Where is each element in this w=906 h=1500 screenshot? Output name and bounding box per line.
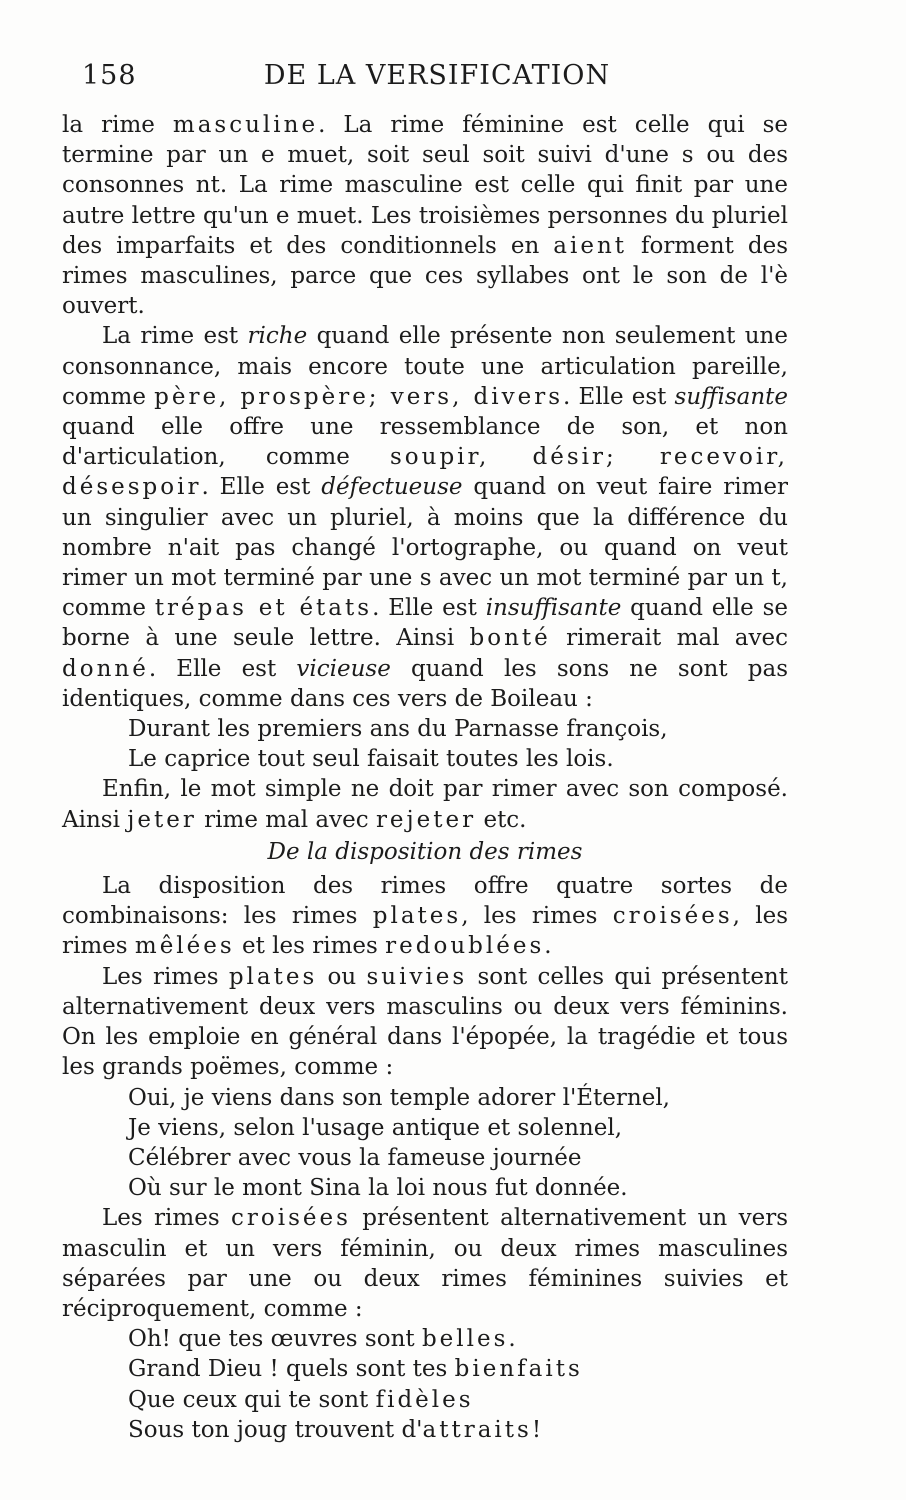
verse-line: Grand Dieu ! quels sont tes bienfaits — [128, 1356, 583, 1383]
page-body — [62, 110, 788, 1445]
verse-line: Où sur le mont Sina la loi nous fut donnée. — [128, 1175, 628, 1202]
verse-quote — [128, 1324, 788, 1445]
paragraph: La disposition des rimes offre quatre sortes de combinaisons: les rimes plates, les rimes croisées, les rimes mêlées et les rimes redoublées. — [62, 873, 789, 960]
verse-quote — [128, 1083, 788, 1204]
page-number: 158 — [82, 60, 137, 91]
paragraph: Les rimes plates ou suivies sont celles qui présentent alternativement deux vers masculins ou deux vers féminins. On les emploie en général dans l'épopée, la tragédie et tous les grands poëmes, comme : — [62, 963, 788, 1081]
section-heading: De la disposition des rimes — [267, 838, 583, 865]
verse-line: Que ceux qui te sont fidèles — [128, 1386, 474, 1413]
verse-line: Durant les premiers ans du Parnasse françois, — [128, 716, 668, 743]
verse-line: Oh! que tes œuvres sont belles. — [128, 1326, 516, 1353]
paragraph: Enfin, le mot simple ne doit par rimer avec son composé. Ainsi jeter rime mal avec rejeter etc. — [62, 776, 788, 833]
verse-line: Oui, je viens dans son temple adorer l'Éternel, — [128, 1084, 670, 1111]
page-header — [82, 60, 792, 100]
running-title: DE LA VERSIFICATION — [263, 60, 611, 91]
verse-line: Le caprice tout seul faisait toutes les lois. — [128, 746, 614, 773]
paragraph: Les rimes croisées présentent alternativement un vers masculin et un vers féminin, ou deux rimes masculines séparées par une ou deux rimes féminines suivies et réciproquement, comme : — [62, 1205, 788, 1322]
verse-line: Sous ton joug trouvent d'attraits! — [128, 1416, 542, 1443]
verse-line: Célébrer avec vous la fameuse journée — [128, 1144, 582, 1171]
paragraph: la rime masculine. La rime féminine est celle qui se termine par un e muet, soit seul soit suivi d'une s ou des consonnes nt. La rime masculine est celle qui finit par une autre lettre qu'un e muet. Les troisièmes personnes du pluriel des imparfaits et des conditionnels en aient forment des rimes masculines, parce que ces syllabes ont le son de l'è ouvert. — [62, 112, 789, 320]
paragraph: La rime est riche quand elle présente non seulement une consonnance, mais encore toute une articulation pareille, comme père, prospère; vers, divers. Elle est suffisante quand elle offre une ressemblance de son, et non d'articulation, comme soupir, désir; recevoir, désespoir. Elle est défectueuse quand on veut faire rimer un singulier avec un pluriel, à moins que la différence du nombre n'ait pas changé l'ortographe, ou quand on veut rimer un mot terminé par une s avec un mot terminé par un t, comme trépas et états. Elle est insuffisante quand elle se borne à une seule lettre. Ainsi bonté rimerait mal avec donné. Elle est vicieuse quand les sons ne sont pas identiques, comme dans ces vers de Boileau : — [62, 323, 788, 712]
verse-line: Je viens, selon l'usage antique et solennel, — [128, 1114, 623, 1141]
verse-quote — [128, 714, 788, 774]
